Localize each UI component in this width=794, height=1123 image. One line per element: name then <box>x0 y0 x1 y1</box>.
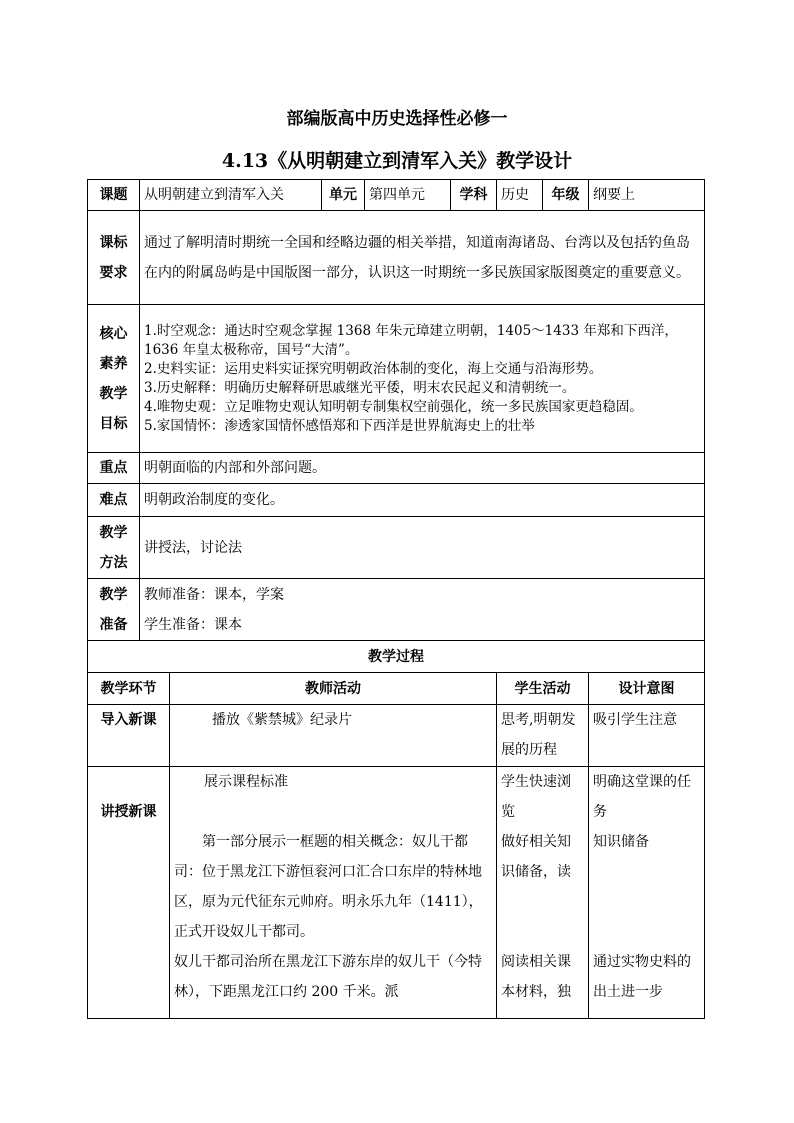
grade-value: 纲要上 <box>589 180 705 211</box>
goal-item: 3.历史解释：明确历史解释研思戚继光平倭，明末农民起义和清朝统一。 <box>144 379 576 396</box>
standard-text: 通过了解明清时期统一全国和经略边疆的相关举措，知道南海诸岛、台湾以及包括钓鱼岛在内的附属岛屿是中国版图一部分，认识这一时期统一多民族国家版图奠定的重要意义。 <box>140 211 705 305</box>
student-preparation: 学生准备：课本 <box>144 616 242 633</box>
document-title: 部编版高中历史选择性必修一 <box>286 109 508 129</box>
intro-row <box>88 705 705 767</box>
method-label: 教学 方法 <box>88 517 140 579</box>
intro-teacher: 播放《紫禁城》纪录片 <box>170 705 497 767</box>
grade-label: 年级 <box>543 180 589 211</box>
subject-label: 学科 <box>451 180 497 211</box>
lecture-intent: 明确这堂课的任务 知识储备 通过实物史料的出土进一步 <box>589 767 705 1019</box>
intro-student: 思考,明朝发展的历程 <box>497 705 589 767</box>
key-point-label: 重点 <box>88 453 140 484</box>
lesson-title: 4.13《从明朝建立到清军入关》教学设计 <box>221 150 573 172</box>
key-point-row <box>88 453 705 484</box>
goals-row <box>88 305 705 453</box>
key-point-text: 明朝面临的内部和外部问题。 <box>140 453 705 484</box>
lesson-plan-table <box>87 179 705 1019</box>
goals-label: 核心 素养 教学 目标 <box>88 305 140 453</box>
header-teacher: 教师活动 <box>170 673 497 705</box>
standard-label: 课标 要求 <box>88 211 140 305</box>
preparation-text <box>140 579 705 641</box>
goal-item: 5.家国情怀：渗透家国情怀感悟郑和下西洋是世界航海史上的壮举 <box>144 417 535 434</box>
standard-row <box>88 211 705 305</box>
lecture-stage: 讲授新课 <box>88 767 170 1019</box>
method-text: 讲授法，讨论法 <box>140 517 705 579</box>
preparation-row <box>88 579 705 641</box>
intro-intent: 吸引学生注意 <box>589 705 705 767</box>
header-intent: 设计意图 <box>589 673 705 705</box>
lecture-teacher: 展示课程标准 第一部分展示一框题的相关概念：奴儿干都司：位于黑龙江下游恒衮河口汇合口东岸的特林地区，原为元代征东元帅府。明永乐九年（1411），正式开设奴儿干都司。 奴儿干都司治所在黑龙江下游东岸的奴儿干（今特林），下距黑龙江口约 200 千米。派 <box>170 767 497 1019</box>
unit-value: 第四单元 <box>365 180 451 211</box>
process-header-row <box>88 673 705 705</box>
subject-value: 历史 <box>497 180 543 211</box>
info-row <box>88 180 705 211</box>
unit-label: 单元 <box>322 180 365 211</box>
lecture-row <box>88 767 705 1019</box>
difficulty-label: 难点 <box>88 484 140 517</box>
goal-item: 2.史料实证：运用史料实证探究明朝政治体制的变化，海上交通与沿海形势。 <box>144 360 603 377</box>
goal-item: 4.唯物史观：立足唯物史观认知明朝专制集权空前强化，统一多民族国家更趋稳固。 <box>144 398 643 415</box>
topic-value: 从明朝建立到清军入关 <box>140 180 322 211</box>
lecture-student: 学生快速浏览 做好相关知识储备，读 阅读相关课本材料，独 <box>497 767 589 1019</box>
header-stage: 教学环节 <box>88 673 170 705</box>
intro-stage: 导入新课 <box>88 705 170 767</box>
difficulty-text: 明朝政治制度的变化。 <box>140 484 705 517</box>
goal-item: 1.时空观念：通达时空观念掌握 1368 年朱元璋建立明朝，1405～1433 年郑和下西洋，1636 年皇太极称帝，国号“大清”。 <box>144 322 678 358</box>
topic-label: 课题 <box>88 180 140 211</box>
process-title: 教学过程 <box>88 641 705 673</box>
preparation-label: 教学 准备 <box>88 579 140 641</box>
goals-text <box>140 305 705 453</box>
header-student: 学生活动 <box>497 673 589 705</box>
teacher-preparation: 教师准备：课本，学案 <box>144 586 284 603</box>
difficulty-row <box>88 484 705 517</box>
method-row <box>88 517 705 579</box>
process-title-row <box>88 641 705 673</box>
